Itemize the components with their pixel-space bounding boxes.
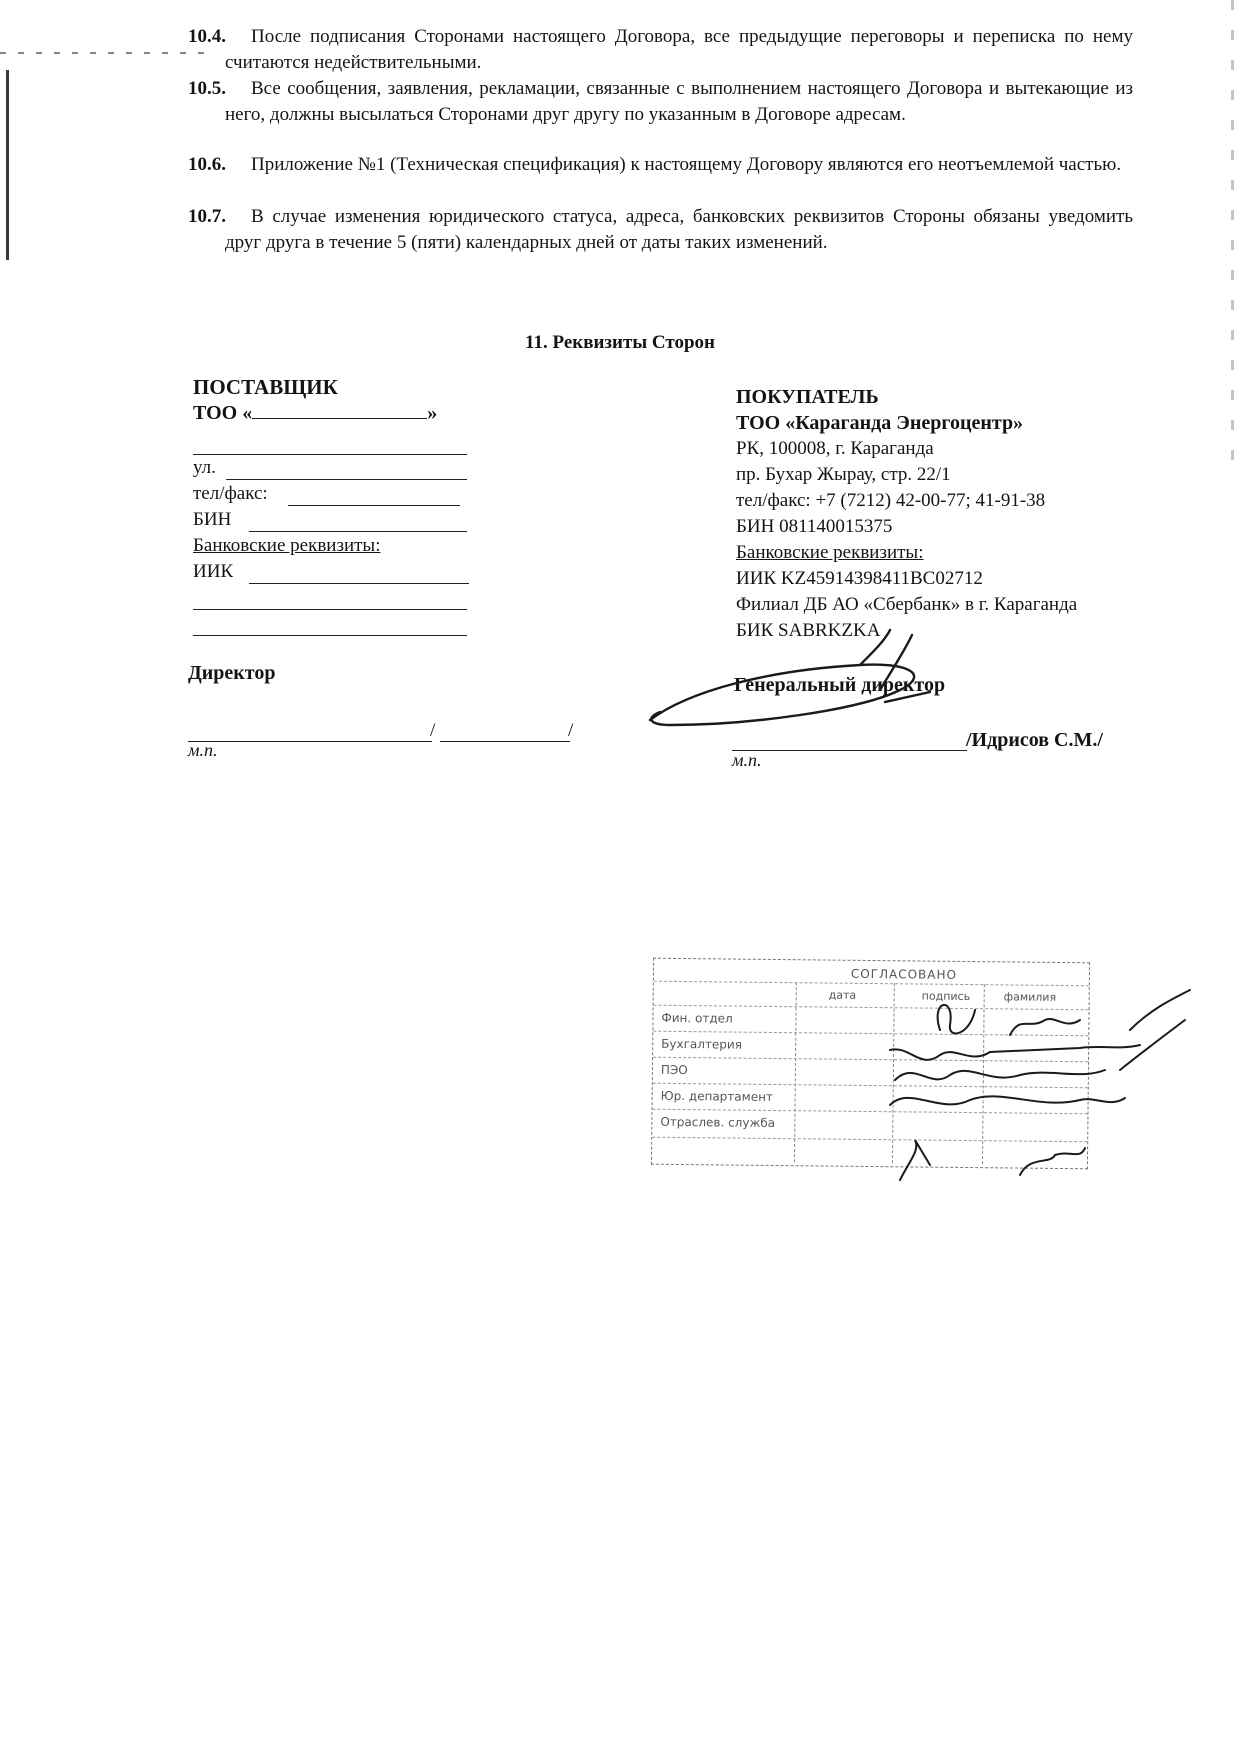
- supplier-slash: /: [568, 720, 574, 741]
- stamp-row-label: Юр. департамент: [660, 1088, 774, 1104]
- buyer-seal-note: м.п.: [732, 750, 762, 770]
- supplier-street: [193, 455, 216, 481]
- clause-10-5: [188, 76, 1133, 128]
- supplier-phone: [193, 481, 268, 507]
- buyer-bank-name: Филиал ДБ АО «Сбербанк» в г. Караганда: [736, 594, 1078, 615]
- stamp-rule: [654, 981, 1089, 988]
- stamp-col-sign: подпись: [921, 989, 971, 1004]
- clause-text: После подписания Сторонами настоящего Договора, все предыдущие переговоры и переписка по нему считаются недействительными.: [225, 26, 1133, 73]
- supplier-blank-line: [193, 635, 467, 636]
- stamp-col-date: дата: [828, 988, 857, 1002]
- clause-10-7: [188, 204, 1133, 256]
- supplier-heading: ПОСТАВЩИК: [193, 375, 338, 399]
- supplier-bin-label: БИН: [193, 509, 232, 530]
- scan-artifact-right: [1231, 0, 1234, 460]
- stamp-title: СОГЛАСОВАНО: [850, 966, 958, 982]
- supplier-street-line: [226, 479, 467, 480]
- buyer-heading: ПОКУПАТЕЛЬ: [736, 386, 879, 408]
- clause-text: Все сообщения, заявления, рекламации, связанные с выполнением настоящего Договора и вытекающие из него, должны высылаться Сторонами друг другу по указанным в Договоре адресам.: [225, 78, 1133, 125]
- supplier-bin: [193, 507, 231, 533]
- buyer-address-line2: пр. Бухар Жырау, стр. 22/1: [736, 464, 951, 485]
- supplier-iik-label: ИИК: [193, 561, 234, 582]
- clause-number: 10.5.: [188, 78, 226, 99]
- buyer-bin: БИН 081140015375: [736, 516, 893, 537]
- supplier-phone-line: [288, 505, 460, 506]
- supplier-street-label: ул.: [193, 457, 216, 478]
- stamp-row-label: ПЭО: [660, 1062, 688, 1078]
- supplier-org-line: [193, 400, 493, 426]
- buyer-signature-line: [732, 750, 967, 751]
- supplier-org-prefix: ТОО «: [193, 402, 253, 424]
- supplier-phone-label: тел/факс:: [193, 483, 268, 504]
- supplier-block: [193, 374, 493, 426]
- clause-10-6: [188, 152, 1133, 178]
- supplier-iik-line: [249, 583, 469, 584]
- buyer-signer-title: Генеральный директор: [734, 674, 946, 696]
- buyer-iik: ИИК KZ45914398411BC02712: [736, 568, 983, 589]
- clause-number: 10.7.: [188, 206, 226, 227]
- clause-number: 10.4.: [188, 26, 226, 47]
- supplier-signer-title: Директор: [188, 662, 276, 684]
- buyer-block: [736, 384, 1156, 644]
- approval-signatures: [880, 990, 1200, 1190]
- supplier-org-suffix: »: [427, 402, 438, 424]
- supplier-bin-line: [249, 531, 467, 532]
- buyer-signer-name: /Идрисов С.М./: [966, 729, 1103, 751]
- supplier-blank-line: [193, 609, 467, 610]
- buyer-bik: БИК SABRKZKA: [736, 620, 881, 641]
- clause-text: В случае изменения юридического статуса, адреса, банковских реквизитов Стороны обязаны уведомить друг друга в течение 5 (пяти) календарных дней от даты таких изменений.: [225, 206, 1133, 253]
- clause-number: 10.6.: [188, 154, 226, 175]
- stamp-row-label: Отраслев. служба: [660, 1114, 776, 1131]
- supplier-signature-line: [188, 741, 432, 742]
- stamp-col-name: фамилия: [1003, 990, 1057, 1004]
- supplier-seal-note: м.п.: [188, 740, 218, 760]
- supplier-iik: [193, 559, 233, 585]
- supplier-org-blank: [252, 400, 427, 419]
- buyer-org: ТОО «Караганда Энергоцентр»: [736, 412, 1024, 434]
- stamp-row-label: Бухгалтерия: [661, 1036, 743, 1052]
- section-title: 11. Реквизиты Сторон: [525, 332, 715, 353]
- scan-artifact-left: [6, 70, 9, 260]
- supplier-bank-label: Банковские реквизиты:: [193, 535, 381, 556]
- buyer-phone: тел/факс: +7 (7212) 42-00-77; 41-91-38: [736, 490, 1046, 511]
- scan-artifact-top: [0, 52, 210, 54]
- supplier-name-line: [440, 741, 570, 742]
- buyer-bank-label: Банковские реквизиты:: [736, 542, 924, 563]
- clause-10-4: [188, 24, 1133, 76]
- supplier-slash: /: [430, 720, 436, 741]
- stamp-row-label: Фин. отдел: [661, 1010, 733, 1026]
- buyer-address-line1: РК, 100008, г. Караганда: [736, 438, 934, 459]
- supplier-blank-line: [193, 454, 467, 455]
- stamp-col-divider: [794, 982, 798, 1162]
- clause-text: Приложение №1 (Техническая спецификация) к настоящему Договору являются его неотъемлемой частью.: [251, 154, 1122, 175]
- director-signature: [630, 630, 980, 740]
